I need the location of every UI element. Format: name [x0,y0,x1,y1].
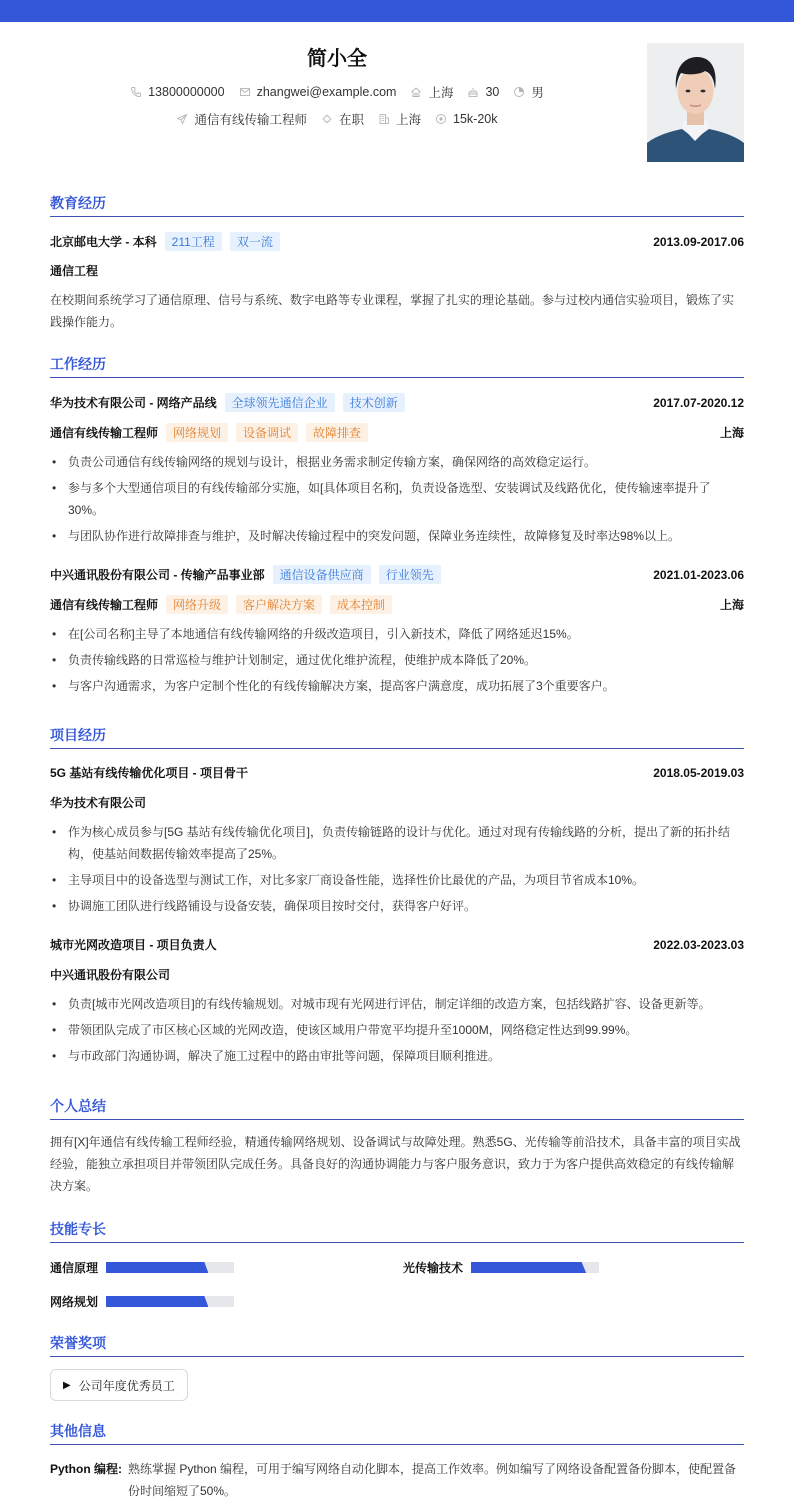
skill-name: 通信原理 [50,1261,99,1275]
school-name: 北京邮电大学 - 本科 [50,235,157,249]
work-location: 上海 [719,426,744,440]
list-item: • 与团队协作进行故障排查与维护，及时解决传输过程中的突发问题，保障业务连续性，故障修复及时率达98%以上。 [50,525,744,547]
other-info-value: 熟练掌握 Python 编程，可用于编写网络自动化脚本，提高工作效率。例如编写了网络设备配置备份脚本，使配置备份时间缩短了50%。 [128,1462,737,1498]
work-date: 2021.01-2023.06 [653,567,744,582]
list-item: • 协调施工团队进行线路铺设与设备安装，确保项目按时交付，获得客户好评。 [50,895,744,917]
section-title-work: 工作经历 [50,354,744,378]
skill-tag: 网络升级 [166,595,228,614]
gender-info [513,83,544,101]
status-info [321,110,364,128]
work-city-value: 上海 [396,113,422,127]
skill-tag: 成本控制 [330,595,392,614]
skill-bar-fill [106,1296,208,1307]
company-tag: 技术创新 [343,393,405,412]
home-icon [410,86,422,98]
project-company: 华为技术有限公司 [50,796,147,810]
project-title: 城市光网改造项目 - 项目负责人 [50,938,217,952]
list-item: • 负责[城市光网改造项目]的有线传输规划。对城市现有光网进行评估，制定详细的改造方案，包括线路扩容、设备更新等。 [50,993,744,1015]
project-date: 2022.03-2023.03 [653,937,744,952]
project-company-row [50,794,744,811]
project-bullets [50,993,744,1071]
work-bullets [50,623,744,701]
cake-icon [467,86,479,98]
phone-info [130,85,224,99]
section-title-summary: 个人总结 [50,1096,744,1120]
salary-value: 15k-20k [453,112,498,126]
list-item: • 负责传输线路的日常巡检与维护计划制定，通过优化维护流程，使维护成本降低了20%。 [50,649,744,671]
skill-name: 网络规划 [50,1295,99,1309]
gender-icon [513,86,525,98]
position-value: 通信有线传输工程师 [194,113,307,127]
education-header-row [50,232,744,251]
section-title-other: 其他信息 [50,1421,744,1445]
section-title-projects: 项目经历 [50,725,744,749]
skill-bar [471,1262,599,1273]
skill-item [403,1259,599,1276]
phone-value: 13800000000 [148,85,225,99]
status-icon [321,113,333,125]
email-value: zhangwei@example.com [256,85,397,99]
work-bullets [50,451,744,551]
skill-tag: 设备调试 [236,423,298,442]
major-name: 通信工程 [50,264,99,278]
position-name: 通信有线传输工程师 [50,598,159,612]
skill-name: 光传输技术 [403,1261,464,1275]
skill-tag: 故障排查 [306,423,368,442]
skill-item [50,1259,234,1276]
work-location: 上海 [719,598,744,612]
contact-row [0,83,674,101]
list-item: • 主导项目中的设备选型与测试工作，对比多家厂商设备性能，选择性价比最优的产品，为项目节省成本10%。 [50,869,744,891]
work-date: 2017.07-2020.12 [653,395,744,410]
honor-label: 公司年度优秀员工 [78,1378,175,1393]
salary-info [435,112,497,126]
company-name: 中兴通讯股份有限公司 - 传输产品事业部 [50,568,265,582]
city-info [410,83,453,101]
other-info-item [50,1458,744,1502]
send-icon [176,113,188,125]
list-item: • 与市政部门沟通协调，解决了施工过程中的路由审批等问题，保障项目顺利推进。 [50,1045,744,1067]
project-date: 2018.05-2019.03 [653,765,744,780]
work-position-row [50,595,744,614]
project-bullets [50,821,744,921]
skill-tag: 客户解决方案 [236,595,322,614]
other-info-key: Python 编程: [50,1462,122,1476]
education-description: 在校期间系统学习了通信原理、信号与系统、数字电路等专业课程，掌握了扎实的理论基础。参与过校内通信实验项目，锻炼了实践操作能力。 [50,293,735,329]
resume-header [0,22,794,182]
section-title-honors: 荣誉奖项 [50,1333,744,1357]
honor-item[interactable] [50,1369,188,1401]
status-value: 在职 [339,113,365,127]
top-accent-bar [0,0,794,22]
list-item: • 负责公司通信有线传输网络的规划与设计，根据业务需求制定传输方案，确保网络的高效稳定运行。 [50,451,744,473]
section-title-skills: 技能专长 [50,1219,744,1243]
project-company: 中兴通讯股份有限公司 [50,968,171,982]
list-item: • 在[公司名称]主导了本地通信有线传输网络的升级改造项目，引入新技术，降低了网络延迟15%。 [50,623,744,645]
project-header-row [50,764,744,781]
gender-value: 男 [531,86,544,100]
caret-right-icon: ▶ [63,1379,71,1391]
education-date: 2013.09-2017.06 [653,234,744,249]
project-title: 5G 基站有线传输优化项目 - 项目骨干 [50,766,249,780]
position-name: 通信有线传输工程师 [50,426,159,440]
school-tag: 211工程 [165,232,222,251]
age-info [467,85,499,99]
major-row [50,262,744,279]
avatar-photo [647,43,744,162]
company-name: 华为技术有限公司 - 网络产品线 [50,396,217,410]
project-header-row [50,936,744,953]
work-city-info [378,110,421,128]
building-icon [378,113,390,125]
work-header-row [50,565,744,584]
skill-bar-fill [106,1262,208,1273]
phone-icon [130,86,142,98]
skill-bar [106,1262,234,1273]
age-value: 30 [485,85,500,99]
position-info [176,110,307,128]
salary-icon [435,113,447,125]
email-info [239,85,397,99]
job-intent-row [0,110,674,128]
project-company-row [50,966,744,983]
mail-icon [239,86,251,98]
work-position-row [50,423,744,442]
list-item: • 作为核心成员参与[5G 基站有线传输优化项目]，负责传输链路的设计与优化。通过对现有传输线路的分析，提出了新的拓扑结构，使基站间数据传输效率提高了25%。 [50,821,744,865]
skill-bar [106,1296,234,1307]
skill-item [50,1293,234,1310]
list-item: • 带领团队完成了市区核心区域的光网改造，使该区域用户带宽平均提升至1000M，网络稳定性达到99.99%。 [50,1019,744,1041]
company-tag: 行业领先 [379,565,441,584]
company-tag: 通信设备供应商 [273,565,371,584]
summary-text: 拥有[X]年通信有线传输工程师经验，精通传输网络规划、设备调试与故障处理。熟悉5G、光传输等前沿技术，具备丰富的项目实战经验，能独立承担项目并带领团队完成任务。具备良好的沟通协调能力与客户服务意识，致力于为客户提供高效稳定的有线传输解决方案。 [50,1135,741,1193]
section-title-education: 教育经历 [50,193,744,217]
skill-bar-fill [471,1262,586,1273]
work-header-row [50,393,744,412]
candidate-name: 简小全 [307,48,367,70]
list-item: • 与客户沟通需求，为客户定制个性化的有线传输解决方案，提高客户满意度，成功拓展了3个重要客户。 [50,675,744,697]
list-item: • 参与多个大型通信项目的有线传输部分实施，如[具体项目名称]，负责设备选型、安装调试及线路优化，使传输速率提升了30%。 [50,477,744,521]
school-tag: 双一流 [230,232,280,251]
company-tag: 全球领先通信企业 [225,393,335,412]
skill-tag: 网络规划 [166,423,228,442]
portrait-icon [647,43,744,162]
city-value: 上海 [428,86,454,100]
